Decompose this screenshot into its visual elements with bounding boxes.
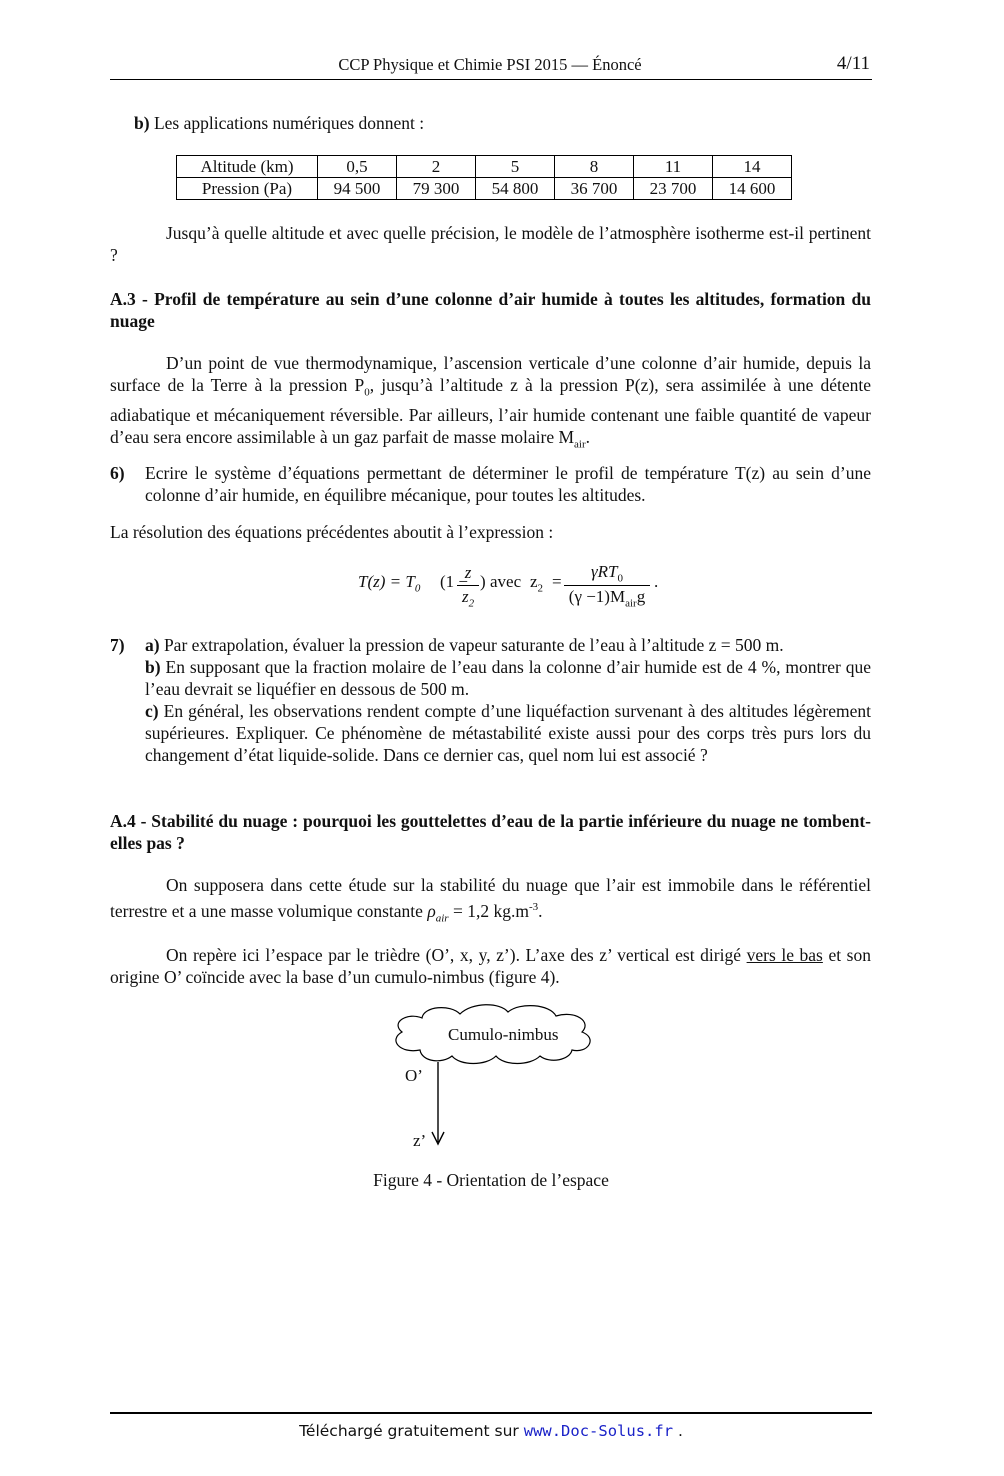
table-cell: 14	[713, 156, 792, 178]
formula-den-text: (γ −1)M	[568, 587, 626, 606]
table-cell: 14 600	[713, 178, 792, 200]
formula-subscript: air	[625, 597, 637, 610]
formula-main-fraction-bar	[564, 585, 650, 586]
a3-subscript: air	[574, 438, 586, 450]
formula-fraction-bar	[457, 585, 479, 586]
table-cell: 8	[555, 156, 634, 178]
question-6-number: 6)	[110, 463, 125, 483]
question-7-number: 7)	[110, 635, 125, 655]
section-b-intro	[134, 112, 424, 134]
formula-subscript: 0	[617, 572, 624, 585]
formula-z2-text: z	[530, 572, 538, 591]
axis-label: z’	[413, 1131, 427, 1150]
q7a-label: a)	[145, 635, 160, 655]
section-a4-paragraph-2	[110, 944, 871, 988]
section-a4-title: A.4 - Stabilité du nuage : pourquoi les gouttelettes d’eau de la partie inférieure du nuage ne tombent-elles pas ?	[110, 811, 871, 853]
formula-num-text: γRT	[590, 562, 618, 581]
cloud-label: Cumulo-nimbus	[448, 1025, 559, 1044]
table-row	[177, 178, 792, 200]
q7a-text: Par extrapolation, évaluer la pression de vapeur saturante de l’eau à l’altitude z = 500 m.	[159, 635, 784, 655]
section-a3-paragraph	[110, 352, 871, 455]
header-rule	[110, 79, 872, 80]
question-6-text: Ecrire le système d’équations permettant de déterminer le profil de température T(z) au sein d’une colonne d’air humide, en équilibre mécanique, pour toutes les altitudes.	[145, 463, 871, 505]
table-cell: 23 700	[634, 178, 713, 200]
table-header-pression: Pression (Pa)	[177, 178, 318, 200]
formula-equals: =	[552, 572, 562, 591]
section-b-label: b)	[134, 113, 150, 133]
formula-paren-close: )	[480, 572, 486, 591]
underlined-text: vers le bas	[746, 945, 823, 965]
table-header-altitude: Altitude (km)	[177, 156, 318, 178]
question-7a	[145, 634, 871, 656]
rho-subscript: air	[435, 912, 449, 925]
formula-subscript: 2	[537, 582, 544, 595]
table-cell: 5	[476, 156, 555, 178]
formula-paren-open: (1 −	[440, 572, 468, 591]
question-7-body	[145, 634, 871, 766]
table-row	[177, 156, 792, 178]
formula-numerator	[564, 562, 650, 584]
temperature-formula	[358, 560, 668, 614]
rho-symbol: ρ	[427, 900, 436, 921]
a3-text-part: .	[585, 426, 591, 447]
running-header: CCP Physique et Chimie PSI 2015 — Énoncé	[338, 55, 642, 74]
formula-frac-denominator	[459, 587, 477, 609]
section-a4-paragraph-1	[110, 874, 871, 929]
table-cell: 79 300	[397, 178, 476, 200]
question-7b	[145, 656, 871, 700]
footer-rule	[110, 1412, 872, 1414]
formula-z2	[530, 572, 543, 594]
table-cell: 2	[397, 156, 476, 178]
a4-text-part: = 1,2 kg.m	[448, 900, 529, 921]
table-cell: 0,5	[318, 156, 397, 178]
question-isotherme: Jusqu’à quelle altitude et avec quelle précision, le modèle de l’atmosphère isotherme est-il pertinent ?	[110, 223, 871, 265]
formula-subscript: 2	[468, 597, 475, 610]
table-cell: 94 500	[318, 178, 397, 200]
a4-text-part: .	[538, 900, 543, 921]
footer-link[interactable]: www.Doc-Solus.fr	[523, 1422, 674, 1440]
a3-text-part: , jusqu’à l’altitude z à la pression P(z), sera assimilée à une détente adiabatique et mécaniquement réversible. Par ailleurs, l’air humide contenant une faible quantité de vapeur d’eau sera encore assimilable à un gaz parfait de masse molaire M	[110, 375, 871, 447]
q7c-label: c)	[145, 701, 159, 721]
figure-caption: Figure 4 - Orientation de l’espace	[373, 1170, 609, 1190]
footer-end: .	[673, 1422, 683, 1440]
page-number: 4/11	[836, 53, 870, 74]
q7b-label: b)	[145, 657, 161, 677]
formula-frac-numerator: z	[464, 563, 472, 582]
formula-avec: avec	[490, 572, 522, 591]
resolution-text: La résolution des équations précédentes aboutit à l’expression :	[110, 522, 554, 542]
altitude-pressure-table	[176, 155, 792, 200]
q7c-text: En général, les observations rendent compte d’une liquéfaction survenant à des altitudes légèrement supérieures. Expliquer. Ce phénomène de métastabilité existe aussi pour des corps très purs lors du changement d’état liquide-solide. Dans ce dernier cas, quel nom lui est associé ?	[145, 701, 871, 765]
a4-text-part: On repère ici l’espace par le trièdre (O’, x, y, z’). L’axe des z’ vertical est dirigé	[166, 945, 747, 965]
a3-text-part: D’un point de vue thermodynamique, l’ascension verticale d’une colonne d’air humide, depuis la surface de la Terre à la pression P	[110, 353, 871, 395]
section-b-text: Les applications numériques donnent :	[149, 113, 425, 133]
formula-end: .	[654, 572, 659, 591]
footer	[110, 1422, 872, 1440]
formula-den-g: g	[636, 587, 646, 606]
table-cell: 11	[634, 156, 713, 178]
table-cell: 36 700	[555, 178, 634, 200]
section-a3-title: A.3 - Profil de température au sein d’une colonne d’air humide à toutes les altitudes, formation du nuage	[110, 289, 871, 331]
formula-denominator	[564, 587, 650, 609]
q7b-text: En supposant que la fraction molaire de l’eau dans la colonne d’air humide est de 4 %, montrer que l’eau devrait se liquéfier en dessous de 500 m.	[145, 657, 871, 699]
formula-lhs	[358, 572, 420, 594]
formula-subscript: 0	[414, 582, 421, 595]
origin-label: O’	[405, 1066, 423, 1085]
a4-text-part: On supposera dans cette étude sur la stabilité du nuage que l’air est immobile dans le référentiel terrestre et a une masse volumique constante	[110, 875, 871, 921]
question-7c	[145, 700, 871, 766]
a4-text-part: et son origine O’ coïncide avec la base d’un cumulo-nimbus (figure 4).	[110, 945, 871, 987]
a4-superscript: -3	[528, 901, 539, 913]
table-cell: 54 800	[476, 178, 555, 200]
a3-subscript: 0	[364, 386, 370, 399]
formula-lhs-text: T(z) = T	[358, 572, 415, 591]
footer-text: Téléchargé gratuitement sur	[299, 1422, 524, 1440]
formula-frac-den-text: z	[461, 587, 469, 606]
